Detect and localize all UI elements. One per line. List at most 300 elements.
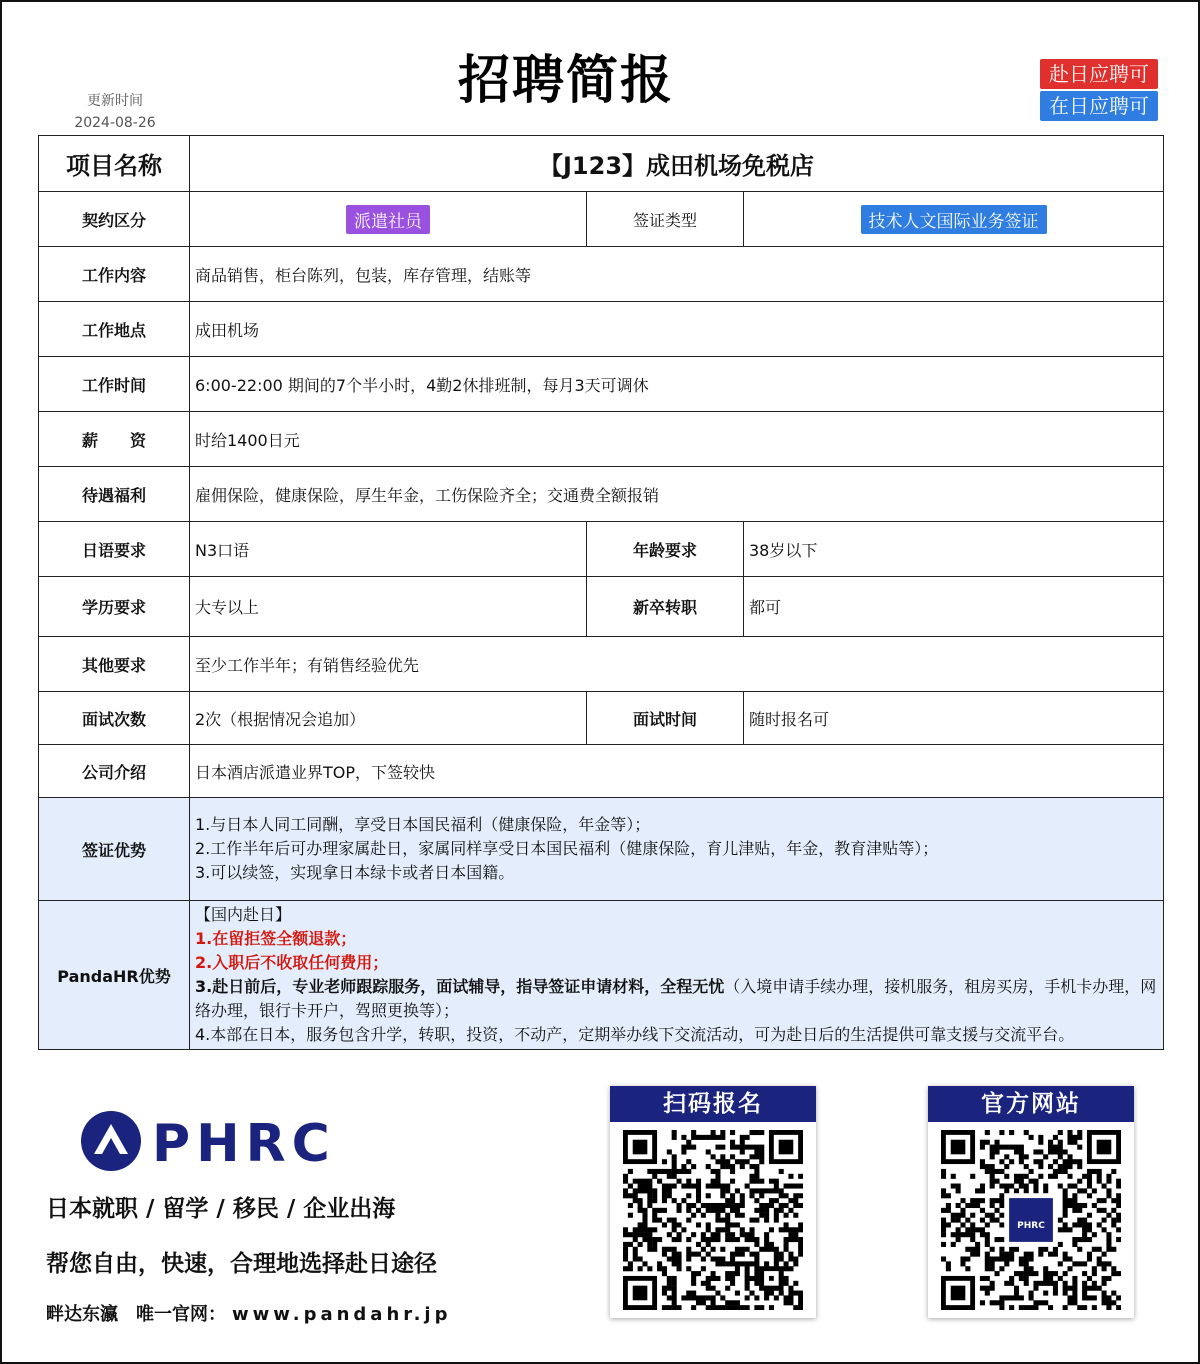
qr-module xyxy=(735,1188,740,1193)
qr-module xyxy=(647,1188,652,1193)
qr-module xyxy=(1072,1286,1077,1291)
qr-module xyxy=(1038,1164,1043,1169)
qr-module xyxy=(749,1154,754,1159)
qr-module xyxy=(995,1149,1000,1154)
qr-module xyxy=(686,1291,691,1296)
qr-module xyxy=(788,1208,793,1213)
qr-module xyxy=(677,1179,682,1184)
qr-module xyxy=(1038,1252,1043,1257)
qr-module xyxy=(720,1145,725,1150)
qr-module xyxy=(975,1203,980,1208)
pandahr-label: PandaHR优势 xyxy=(39,901,190,1050)
qr-module xyxy=(754,1169,759,1174)
qr-module xyxy=(774,1256,779,1261)
qr-module xyxy=(662,1305,667,1310)
qr-module xyxy=(672,1300,677,1305)
qr-module xyxy=(745,1159,750,1164)
qr-module xyxy=(1043,1281,1048,1286)
qr-module xyxy=(769,1188,774,1193)
qr-module xyxy=(1058,1169,1063,1174)
qr-module xyxy=(706,1281,711,1286)
qr-module xyxy=(628,1266,633,1271)
qr-module xyxy=(1009,1281,1014,1286)
qr-module xyxy=(1053,1286,1058,1291)
qr-module xyxy=(715,1208,720,1213)
qr-module xyxy=(1058,1154,1063,1159)
qr-module xyxy=(1033,1179,1038,1184)
qr-module xyxy=(970,1232,975,1237)
qr-module xyxy=(691,1203,696,1208)
qr-module xyxy=(662,1271,667,1276)
qr-module xyxy=(691,1252,696,1257)
qr-module xyxy=(774,1184,779,1189)
qr-module xyxy=(623,1247,628,1252)
qr-module xyxy=(1092,1188,1097,1193)
qr-module xyxy=(1067,1295,1072,1300)
qr-module xyxy=(1116,1295,1121,1300)
qr-module xyxy=(941,1193,946,1198)
qr-module xyxy=(965,1218,970,1223)
qr-module xyxy=(965,1232,970,1237)
qr-module xyxy=(784,1222,789,1227)
qr-module xyxy=(1063,1286,1068,1291)
qr-module xyxy=(667,1193,672,1198)
badge-japan-apply: 赴日应聘可 xyxy=(1040,59,1158,89)
qr-module xyxy=(740,1247,745,1252)
qr-module xyxy=(779,1203,784,1208)
qr-module xyxy=(970,1222,975,1227)
qr-module xyxy=(633,1256,638,1261)
qr-module xyxy=(990,1145,995,1150)
qr-module xyxy=(1092,1203,1097,1208)
website-prefix: 畔达东瀛 唯一官网： xyxy=(46,1304,226,1325)
qr-module xyxy=(730,1222,735,1227)
qr-module xyxy=(1072,1159,1077,1164)
qr-module xyxy=(1097,1222,1102,1227)
qr-module xyxy=(672,1252,677,1257)
qr-module xyxy=(652,1174,657,1179)
qr-module xyxy=(706,1237,711,1242)
qr-module xyxy=(745,1286,750,1291)
qr-module xyxy=(628,1213,633,1218)
qr-module xyxy=(960,1198,965,1203)
qr-module xyxy=(633,1227,638,1232)
tagline-slogan: 帮您自由，快速，合理地选择赴日途径 xyxy=(46,1251,437,1277)
qr-module xyxy=(628,1232,633,1237)
qr-module xyxy=(735,1252,740,1257)
qr-module xyxy=(1077,1261,1082,1266)
job-content-value: 商品销售，柜台陈列，包装，库存管理，结账等 xyxy=(190,247,1164,302)
qr-module xyxy=(706,1252,711,1257)
job-time-value: 6:00-22:00 期间的7个半小时，4勤2休排班制，每月3天可调休 xyxy=(190,357,1164,412)
qr-module xyxy=(774,1261,779,1266)
qr-module xyxy=(1072,1140,1077,1145)
qr-module xyxy=(946,1222,951,1227)
qr-module xyxy=(1067,1227,1072,1232)
pandahr-line-refund: 1.在留拒签全额退款； xyxy=(195,929,357,948)
qr-module xyxy=(999,1213,1004,1218)
qr-module xyxy=(784,1227,789,1232)
qr-module xyxy=(1097,1286,1102,1291)
qr-module xyxy=(956,1213,961,1218)
qr-module xyxy=(701,1281,706,1286)
qr-module xyxy=(1077,1164,1082,1169)
pandahr-value xyxy=(190,901,1164,1050)
qr-website-card xyxy=(928,1086,1134,1318)
qr-module xyxy=(754,1188,759,1193)
qr-module xyxy=(720,1295,725,1300)
qr-module xyxy=(686,1145,691,1150)
qr-module xyxy=(788,1232,793,1237)
qr-module xyxy=(662,1247,667,1252)
qr-module xyxy=(681,1145,686,1150)
qr-module xyxy=(1014,1247,1019,1252)
qr-module xyxy=(623,1188,628,1193)
qr-module xyxy=(985,1232,990,1237)
qr-module xyxy=(946,1203,951,1208)
qr-module xyxy=(774,1198,779,1203)
qr-module xyxy=(1111,1300,1116,1305)
qr-module xyxy=(662,1159,667,1164)
qr-module xyxy=(764,1218,769,1223)
qr-module xyxy=(686,1266,691,1271)
qr-module xyxy=(764,1242,769,1247)
qr-module xyxy=(995,1237,1000,1242)
qr-module xyxy=(735,1237,740,1242)
qr-module xyxy=(980,1218,985,1223)
qr-module xyxy=(990,1203,995,1208)
qr-module xyxy=(1082,1271,1087,1276)
qr-module xyxy=(745,1261,750,1266)
update-label: 更新时间 xyxy=(87,93,143,109)
qr-module xyxy=(1063,1164,1068,1169)
row-project xyxy=(39,136,1164,192)
qr-module xyxy=(754,1266,759,1271)
qr-module xyxy=(735,1291,740,1296)
qr-module xyxy=(941,1256,946,1261)
qr-module xyxy=(779,1169,784,1174)
qr-module xyxy=(647,1203,652,1208)
qr-module xyxy=(725,1222,730,1227)
qr-module xyxy=(730,1300,735,1305)
qr-module xyxy=(759,1130,764,1135)
qr-module xyxy=(999,1184,1004,1189)
qr-module xyxy=(960,1208,965,1213)
qr-module xyxy=(740,1140,745,1145)
qr-align-center xyxy=(769,1276,774,1281)
qr-module xyxy=(793,1198,798,1203)
qr-module xyxy=(681,1227,686,1232)
qr-module xyxy=(677,1203,682,1208)
qr-module xyxy=(980,1286,985,1291)
qr-module xyxy=(1063,1271,1068,1276)
qr-module xyxy=(701,1232,706,1237)
salary-label: 薪 资 xyxy=(39,412,190,467)
qr-module xyxy=(1043,1266,1048,1271)
qr-module xyxy=(1038,1140,1043,1145)
qr-module xyxy=(735,1261,740,1266)
tagline-services: 日本就职 / 留学 / 移民 / 企业出海 xyxy=(46,1196,396,1222)
qr-module xyxy=(764,1232,769,1237)
qr-module xyxy=(999,1237,1004,1242)
qr-module xyxy=(1092,1271,1097,1276)
qr-module xyxy=(1116,1198,1121,1203)
qr-module xyxy=(1029,1135,1034,1140)
qr-module xyxy=(1087,1169,1092,1174)
qr-module xyxy=(642,1261,647,1266)
qr-module xyxy=(965,1203,970,1208)
qr-module xyxy=(623,1252,628,1257)
qr-module xyxy=(672,1174,677,1179)
qr-module xyxy=(1102,1300,1107,1305)
qr-module xyxy=(985,1164,990,1169)
row-company xyxy=(39,745,1164,798)
qr-module xyxy=(985,1291,990,1296)
qr-module xyxy=(657,1261,662,1266)
qr-module xyxy=(667,1256,672,1261)
qr-module xyxy=(1048,1271,1053,1276)
qr-module xyxy=(745,1232,750,1237)
qr-module xyxy=(1063,1252,1068,1257)
qr-module xyxy=(691,1164,696,1169)
qr-module xyxy=(995,1256,1000,1261)
qr-module xyxy=(652,1237,657,1242)
qr-module xyxy=(706,1149,711,1154)
qr-module xyxy=(701,1203,706,1208)
qr-module xyxy=(667,1169,672,1174)
qr-module xyxy=(633,1198,638,1203)
qr-module xyxy=(1102,1276,1107,1281)
job-content-label: 工作内容 xyxy=(39,247,190,302)
qr-module xyxy=(706,1193,711,1198)
qr-module xyxy=(725,1271,730,1276)
qr-module xyxy=(1063,1305,1068,1310)
pandahr-line-hq: 4.本部在日本，服务包含升学，转职，投资，不动产，定期举办线下交流活动，可为赴日后的生活提供可靠支援与交流平台。 xyxy=(195,1025,1075,1044)
qr-module xyxy=(1087,1184,1092,1189)
qr-module xyxy=(1019,1305,1024,1310)
qr-module xyxy=(784,1237,789,1242)
website-url[interactable]: www.pandahr.jp xyxy=(232,1304,452,1325)
qr-module xyxy=(749,1276,754,1281)
qr-module xyxy=(715,1184,720,1189)
qr-module xyxy=(1082,1291,1087,1296)
qr-module xyxy=(745,1295,750,1300)
qr-module xyxy=(1009,1247,1014,1252)
qr-module xyxy=(951,1174,956,1179)
qr-module xyxy=(1067,1130,1072,1135)
qr-module xyxy=(1111,1208,1116,1213)
pandahr-line-service-rest: （入境申请手续办理，接机服务，租房买房，手机卡办理，网络办理，银行卡开户，驾照更换等）； xyxy=(195,977,1157,1020)
qr-module xyxy=(696,1252,701,1257)
qr-website-code[interactable] xyxy=(941,1130,1121,1310)
pandahr-line-no-fee: 2.入职后不收取任何费用； xyxy=(195,953,389,972)
qr-module xyxy=(759,1179,764,1184)
qr-module xyxy=(720,1184,725,1189)
qr-module xyxy=(970,1237,975,1242)
qr-module xyxy=(784,1300,789,1305)
qr-logo-box xyxy=(1009,1198,1053,1242)
qr-module xyxy=(1072,1198,1077,1203)
qr-module xyxy=(793,1203,798,1208)
qr-module xyxy=(941,1169,946,1174)
qr-module xyxy=(995,1218,1000,1223)
qr-signup-code[interactable] xyxy=(623,1130,803,1310)
qr-module xyxy=(686,1179,691,1184)
qr-module xyxy=(672,1256,677,1261)
qr-module xyxy=(1053,1169,1058,1174)
qr-module xyxy=(975,1188,980,1193)
qr-module xyxy=(980,1159,985,1164)
qr-module xyxy=(1019,1179,1024,1184)
qr-module xyxy=(1106,1237,1111,1242)
qr-module xyxy=(730,1281,735,1286)
qr-module xyxy=(1029,1169,1034,1174)
qr-module xyxy=(1053,1271,1058,1276)
qr-module xyxy=(1092,1305,1097,1310)
qr-module xyxy=(1077,1305,1082,1310)
qr-module xyxy=(686,1208,691,1213)
qr-module xyxy=(740,1213,745,1218)
qr-module xyxy=(730,1154,735,1159)
qr-module xyxy=(628,1203,633,1208)
qr-module xyxy=(735,1222,740,1227)
qr-module xyxy=(798,1203,803,1208)
qr-module xyxy=(715,1203,720,1208)
qr-module xyxy=(740,1252,745,1257)
qr-module xyxy=(1087,1193,1092,1198)
job-info-table xyxy=(38,135,1164,1050)
qr-module xyxy=(980,1140,985,1145)
qr-module xyxy=(970,1252,975,1257)
qr-module xyxy=(735,1266,740,1271)
qr-module xyxy=(1106,1232,1111,1237)
qr-module xyxy=(662,1252,667,1257)
qr-module xyxy=(1106,1295,1111,1300)
qr-module xyxy=(960,1213,965,1218)
qr-module xyxy=(691,1305,696,1310)
qr-module xyxy=(956,1218,961,1223)
qr-module xyxy=(715,1145,720,1150)
qr-module xyxy=(623,1232,628,1237)
qr-module xyxy=(1082,1188,1087,1193)
qr-module xyxy=(686,1256,691,1261)
other-label: 其他要求 xyxy=(39,637,190,692)
qr-module xyxy=(1029,1266,1034,1271)
qr-module xyxy=(980,1188,985,1193)
qr-module xyxy=(745,1266,750,1271)
qr-module xyxy=(1029,1295,1034,1300)
qr-module xyxy=(1067,1164,1072,1169)
qr-module xyxy=(769,1247,774,1252)
qr-module xyxy=(1067,1203,1072,1208)
qr-module xyxy=(788,1266,793,1271)
qr-module xyxy=(951,1218,956,1223)
qr-module xyxy=(667,1295,672,1300)
qr-module xyxy=(725,1300,730,1305)
qr-module xyxy=(672,1281,677,1286)
qr-module xyxy=(749,1130,754,1135)
qr-module xyxy=(638,1203,643,1208)
qr-module xyxy=(720,1261,725,1266)
qr-module xyxy=(769,1203,774,1208)
qr-module xyxy=(686,1193,691,1198)
qr-module xyxy=(1063,1208,1068,1213)
qr-module xyxy=(1004,1281,1009,1286)
qr-module xyxy=(1097,1247,1102,1252)
qr-module xyxy=(1004,1261,1009,1266)
qr-module xyxy=(696,1188,701,1193)
qr-module xyxy=(1063,1149,1068,1154)
qr-module xyxy=(1019,1261,1024,1266)
qr-module xyxy=(999,1130,1004,1135)
qr-module xyxy=(711,1237,716,1242)
qr-module xyxy=(1024,1252,1029,1257)
qr-module xyxy=(749,1174,754,1179)
qr-module xyxy=(1063,1281,1068,1286)
qr-module xyxy=(784,1184,789,1189)
qr-module xyxy=(1048,1164,1053,1169)
qr-module xyxy=(793,1291,798,1296)
qr-module xyxy=(730,1271,735,1276)
qr-module xyxy=(999,1295,1004,1300)
qr-module xyxy=(1072,1291,1077,1296)
qr-module xyxy=(735,1300,740,1305)
qr-module xyxy=(1058,1227,1063,1232)
qr-module xyxy=(941,1222,946,1227)
qr-module xyxy=(1082,1237,1087,1242)
qr-module xyxy=(1058,1140,1063,1145)
qr-module xyxy=(647,1179,652,1184)
qr-module xyxy=(735,1159,740,1164)
qr-module xyxy=(980,1184,985,1189)
qr-module xyxy=(1024,1271,1029,1276)
qr-module xyxy=(715,1169,720,1174)
qr-module xyxy=(730,1140,735,1145)
qr-module xyxy=(642,1222,647,1227)
qr-module xyxy=(1106,1193,1111,1198)
qr-module xyxy=(711,1286,716,1291)
contract-type-badge: 派遣社员 xyxy=(346,205,430,234)
qr-module xyxy=(774,1179,779,1184)
qr-module xyxy=(1072,1295,1077,1300)
qr-module xyxy=(638,1242,643,1247)
qr-module xyxy=(686,1252,691,1257)
qr-module xyxy=(784,1193,789,1198)
qr-module xyxy=(715,1276,720,1281)
qr-module xyxy=(1063,1198,1068,1203)
qr-module xyxy=(956,1227,961,1232)
qr-module xyxy=(1019,1256,1024,1261)
qr-finder-center xyxy=(951,1140,966,1155)
qr-module xyxy=(970,1247,975,1252)
visa-type-cell xyxy=(744,192,1164,247)
qr-module xyxy=(985,1276,990,1281)
qr-module xyxy=(667,1149,672,1154)
qr-module xyxy=(735,1305,740,1310)
qr-module xyxy=(642,1237,647,1242)
qr-module xyxy=(677,1208,682,1213)
qr-module xyxy=(960,1222,965,1227)
qr-module xyxy=(793,1184,798,1189)
qr-module xyxy=(720,1218,725,1223)
qr-module xyxy=(691,1276,696,1281)
qr-module xyxy=(788,1237,793,1242)
visa-advantage-line: 2.工作半年后可办理家属赴日，家属同样享受日本国民福利（健康保险，育儿津贴，年金，教育津贴等）； xyxy=(195,839,939,858)
qr-module xyxy=(1053,1252,1058,1257)
qr-module xyxy=(1082,1305,1087,1310)
qr-module xyxy=(1077,1218,1082,1223)
qr-module xyxy=(623,1242,628,1247)
